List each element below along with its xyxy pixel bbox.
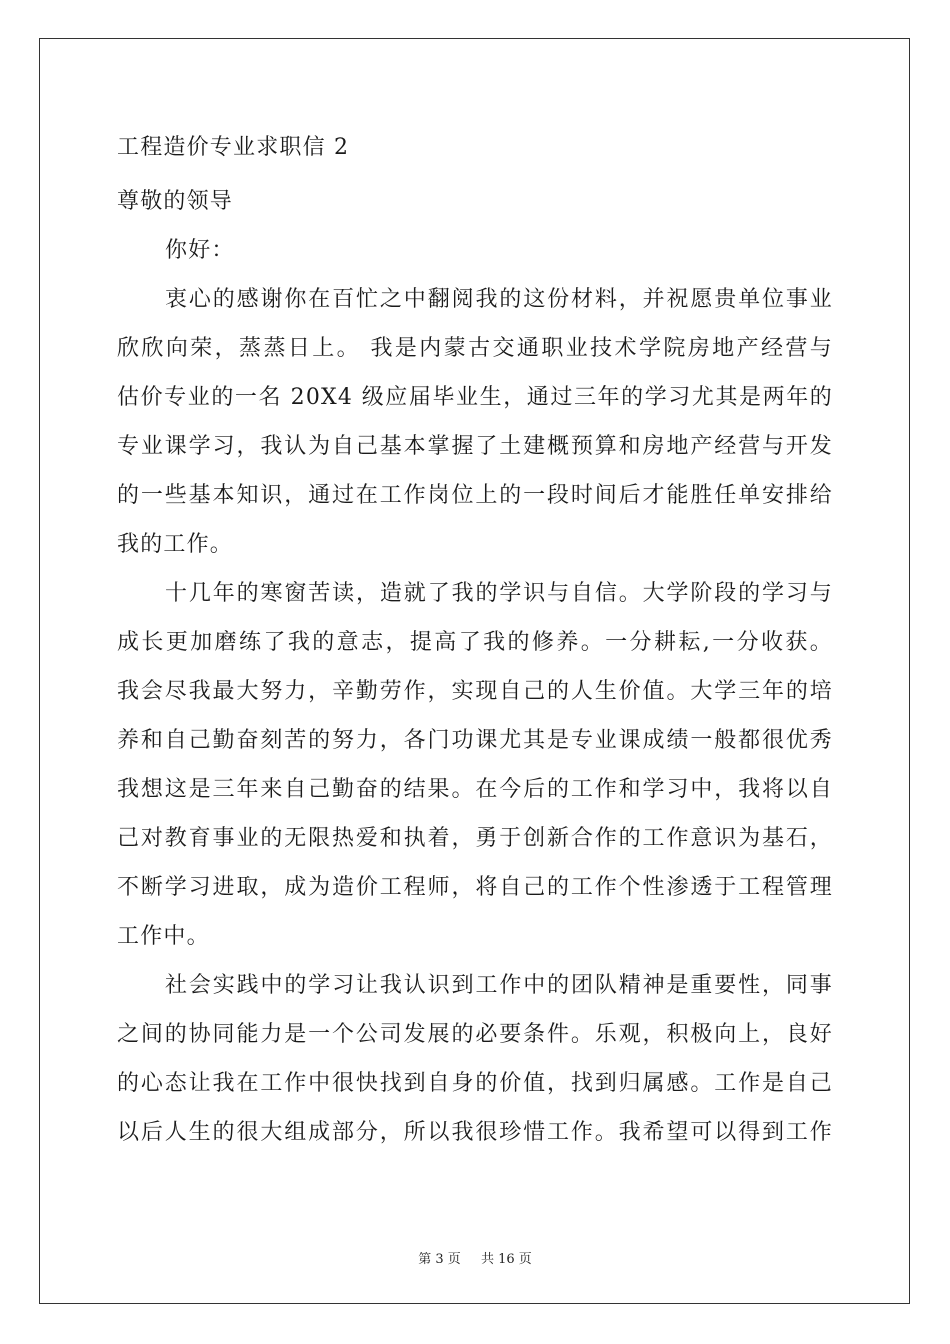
document-title: 工程造价专业求职信 2 [117, 135, 350, 160]
paragraph-line: 工作中。 [117, 924, 210, 949]
paragraph-line: 十几年的寒窗苦读，造就了我的学识与自信。大学阶段的学习与 [165, 581, 833, 606]
paragraph-line: 我的工作。 [117, 532, 234, 557]
paragraph-line: 我会尽我最大努力，辛勤劳作，实现自己的人生价值。大学三年的培 [117, 679, 833, 704]
paragraph-2 [117, 569, 833, 961]
paragraph-line: 的心态让我在工作中很快找到自身的价值，找到归属感。工作是自己 [117, 1071, 833, 1096]
paragraph-line: 估价专业的一名 20X4 级应届毕业生，通过三年的学习尤其是两年的 [117, 385, 833, 410]
paragraph-line: 不断学习进取，成为造价工程师，将自己的工作个性渗透于工程管理 [117, 875, 833, 900]
paragraph-line: 衷心的感谢你在百忙之中翻阅我的这份材料，并祝愿贵单位事业 [165, 287, 833, 312]
paragraph-line: 成长更加磨练了我的意志，提高了我的修养。一分耕耘,一分收获。 [117, 630, 833, 655]
paragraph-1 [117, 275, 833, 569]
paragraph-line: 欣欣向荣，蒸蒸日上。 我是内蒙古交通职业技术学院房地产经营与 [117, 336, 833, 361]
paragraph-line: 社会实践中的学习让我认识到工作中的团队精神是重要性，同事 [165, 973, 833, 998]
paragraph-line: 己对教育事业的无限热爱和执着，勇于创新合作的工作意识为基石， [117, 826, 833, 851]
paragraph-line: 以后人生的很大组成部分，所以我很珍惜工作。我希望可以得到工作 [117, 1120, 833, 1145]
paragraph-line: 专业课学习，我认为自己基本掌握了土建概预算和房地产经营与开发 [117, 434, 833, 459]
page-number: 第 3 页 [418, 1252, 461, 1267]
paragraph-line: 之间的协同能力是一个公司发展的必要条件。乐观，积极向上，良好 [117, 1022, 833, 1047]
salutation: 尊敬的领导 [117, 189, 234, 214]
paragraph-line: 养和自己勤奋刻苦的努力，各门功课尤其是专业课成绩一般都很优秀 [117, 728, 833, 753]
paragraph-line: 的一些基本知识，通过在工作岗位上的一段时间后才能胜任单安排给 [117, 483, 833, 508]
page-total: 共 16 页 [480, 1252, 532, 1267]
paragraph-3 [117, 961, 833, 1157]
page-footer [0, 1248, 950, 1267]
paragraph-line: 我想这是三年来自己勤奋的结果。在今后的工作和学习中，我将以自 [117, 777, 833, 802]
document-body [117, 128, 833, 1157]
greeting: 你好： [165, 238, 235, 263]
